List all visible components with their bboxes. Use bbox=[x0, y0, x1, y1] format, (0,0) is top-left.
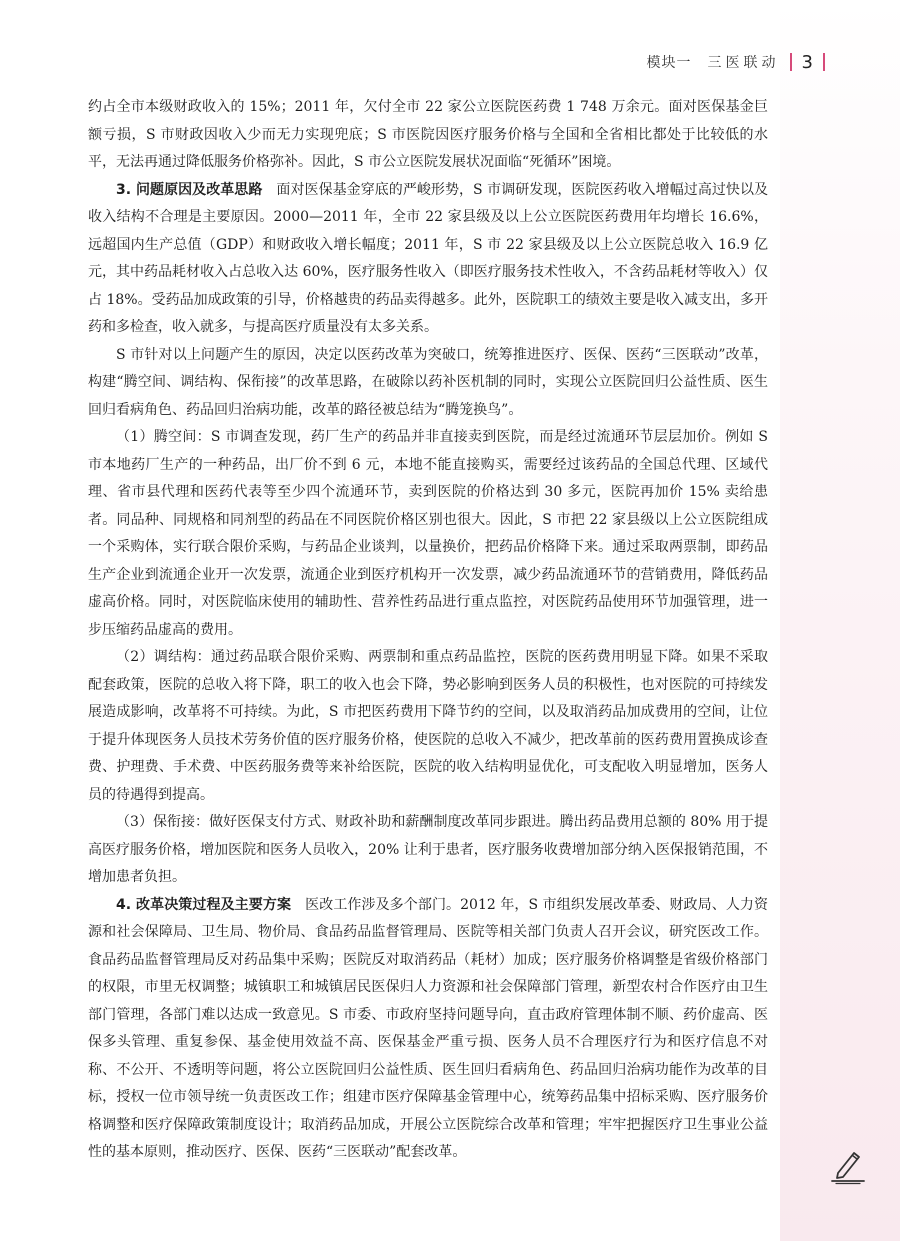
paragraph-7 bbox=[88, 892, 768, 1167]
module-label: 模块一 bbox=[646, 55, 692, 71]
paragraph-text: （2）调结构：通过药品联合限价采购、两票制和重点药品监控，医院的医药费用明显下降。如果不采取配套政策，医院的总收入将下降，职工的收入也会下降，势必影响到医务人员的积极性，也对医院的可持续发展造成影响，改革将不可持续。为此，S 市把医药费用下降节约的空间，以及取消药品加成费用的空间，让位于提升体现医务人员技术劳务价值的医疗服务价格，使医院的总收入不减少，把改革前的医药费用置换成诊查费、护理费、手术费、中医药服务费等来补给医院，医院的收入结构明显优化，可支配收入明显增加，医务人员的待遇得到提高。 bbox=[88, 649, 768, 803]
header-divider-right bbox=[823, 53, 825, 71]
paragraph-1 bbox=[88, 94, 768, 177]
page-number: 3 bbox=[801, 51, 813, 73]
paragraph-6 bbox=[88, 809, 768, 892]
paragraph-text: 约占全市本级财政收入的 15%；2011 年，欠付全市 22 家公立医院医药费 1 748 万余元。面对医保基金巨额亏损，S 市财政因收入少而无力实现兜底；S 市医院因医疗服务价格与全国和全省相比都处于比较低的水平，无法再通过降低服务价格弥补。因此，S 市公立医院发展状况面临“死循环”困境。 bbox=[88, 99, 768, 170]
paragraph-text: 医改工作涉及多个部门。2012 年，S 市组织发展改革委、财政局、人力资源和社会保障局、卫生局、物价局、食品药品监督管理局、医院等相关部门负责人召开会议，研究医改工作。食品药品监督管理局反对药品集中采购；医院反对取消药品（耗材）加成；医疗服务价格调整是省级价格部门的权限，市里无权调整；城镇职工和城镇居民医保归人力资源和社会保障部门管理，新型农村合作医疗由卫生部门管理，各部门难以达成一致意见。S 市委、市政府坚持问题导向，直击政府管理体制不顺、药价虚高、医保多头管理、重复参保、基金使用效益不高、医保基金严重亏损、医务人员不合理医疗行为和医疗信息不对称、不公开、不透明等问题，将公立医院回归公益性质、医生回归看病角色、药品回归治病功能作为改革的目标，授权一位市领导统一负责医改工作；组建市医疗保障基金管理中心，统筹药品集中招标采购、医疗服务价格调整和医疗保障政策制度设计；取消药品加成，开展公立医院综合改革和管理；牢牢把握医疗卫生事业公益性的基本原则，推动医疗、医保、医药“三医联动”配套改革。 bbox=[88, 896, 769, 1160]
paragraph-2 bbox=[88, 177, 768, 342]
pen-note-icon bbox=[828, 1145, 868, 1185]
paragraph-4 bbox=[88, 424, 768, 644]
paragraph-text: （1）腾空间：S 市调查发现，药厂生产的药品并非直接卖到医院，而是经过流通环节层层加价。例如 S 市本地药厂生产的一种药品，出厂价不到 6 元，本地不能直接购买，需要经过该药品的全国总代理、区域代理、省市县代理和医药代表等至少四个流通环节，卖到医院的价格达到 30 多元，医院再加价 15% 卖给患者。同品种、同规格和同剂型的药品在不同医院价格区别也很大。因此，S 市把 22 家县级以上公立医院组成一个采购体，实行联合限价采购，与药品企业谈判，以量换价，把药品价格降下来。通过采取两票制，即药品生产企业到流通企业开一次发票，流通企业到医疗机构开一次发票，减少药品流通环节的营销费用，降低药品虚高价格。同时，对医院临床使用的辅助性、营养性药品进行重点监控，对医院药品使用环节加强管理，进一步压缩药品虚高的费用。 bbox=[88, 429, 768, 638]
module-title: 三医联动 bbox=[707, 55, 780, 71]
section-heading-3: 3. 问题原因及改革思路 bbox=[116, 181, 263, 198]
page-header bbox=[647, 50, 825, 74]
decorative-side-band bbox=[780, 0, 900, 1241]
paragraph-text: S 市针对以上问题产生的原因，决定以医药改革为突破口，统筹推进医疗、医保、医药“三医联动”改革，构建“腾空间、调结构、保衔接”的改革思路，在破除以药补医机制的同时，实现公立医院回归公益性质、医生回归看病角色、药品回归治病功能，改革的路径被总结为“腾笼换鸟”。 bbox=[88, 346, 768, 418]
paragraph-text: 面对医保基金穿底的严峻形势，S 市调研发现，医院医药收入增幅过高过快以及收入结构不合理是主要原因。2000—2011 年，全市 22 家县级及以上公立医院医药费用年均增长 16.6%，远超国内生产总值（GDP）和财政收入增长幅度；2011 年，S 市 22 家县级及以上公立医院总收入 16.9 亿元，其中药品耗材收入占总收入达 60%，医疗服务性收入（即医疗服务技术性收入，不含药品耗材等收入）仅占 18%。受药品加成政策的引导，价格越贵的药品卖得越多。此外，医院职工的绩效主要是收入减支出，多开药和多检查，收入就多，与提高医疗质量没有太多关系。 bbox=[88, 181, 768, 335]
section-heading-4: 4. 改革决策过程及主要方案 bbox=[116, 896, 292, 913]
header-divider bbox=[790, 53, 792, 71]
paragraph-text: （3）保衔接：做好医保支付方式、财政补助和薪酬制度改革同步跟进。腾出药品费用总额的 80% 用于提高医疗服务价格，增加医院和医务人员收入，20% 让利于患者，医疗服务收费增加部分纳入医保报销范围，不增加患者负担。 bbox=[88, 814, 768, 885]
paragraph-5 bbox=[88, 644, 768, 809]
body-text bbox=[88, 94, 768, 1167]
paragraph-3 bbox=[88, 342, 768, 425]
